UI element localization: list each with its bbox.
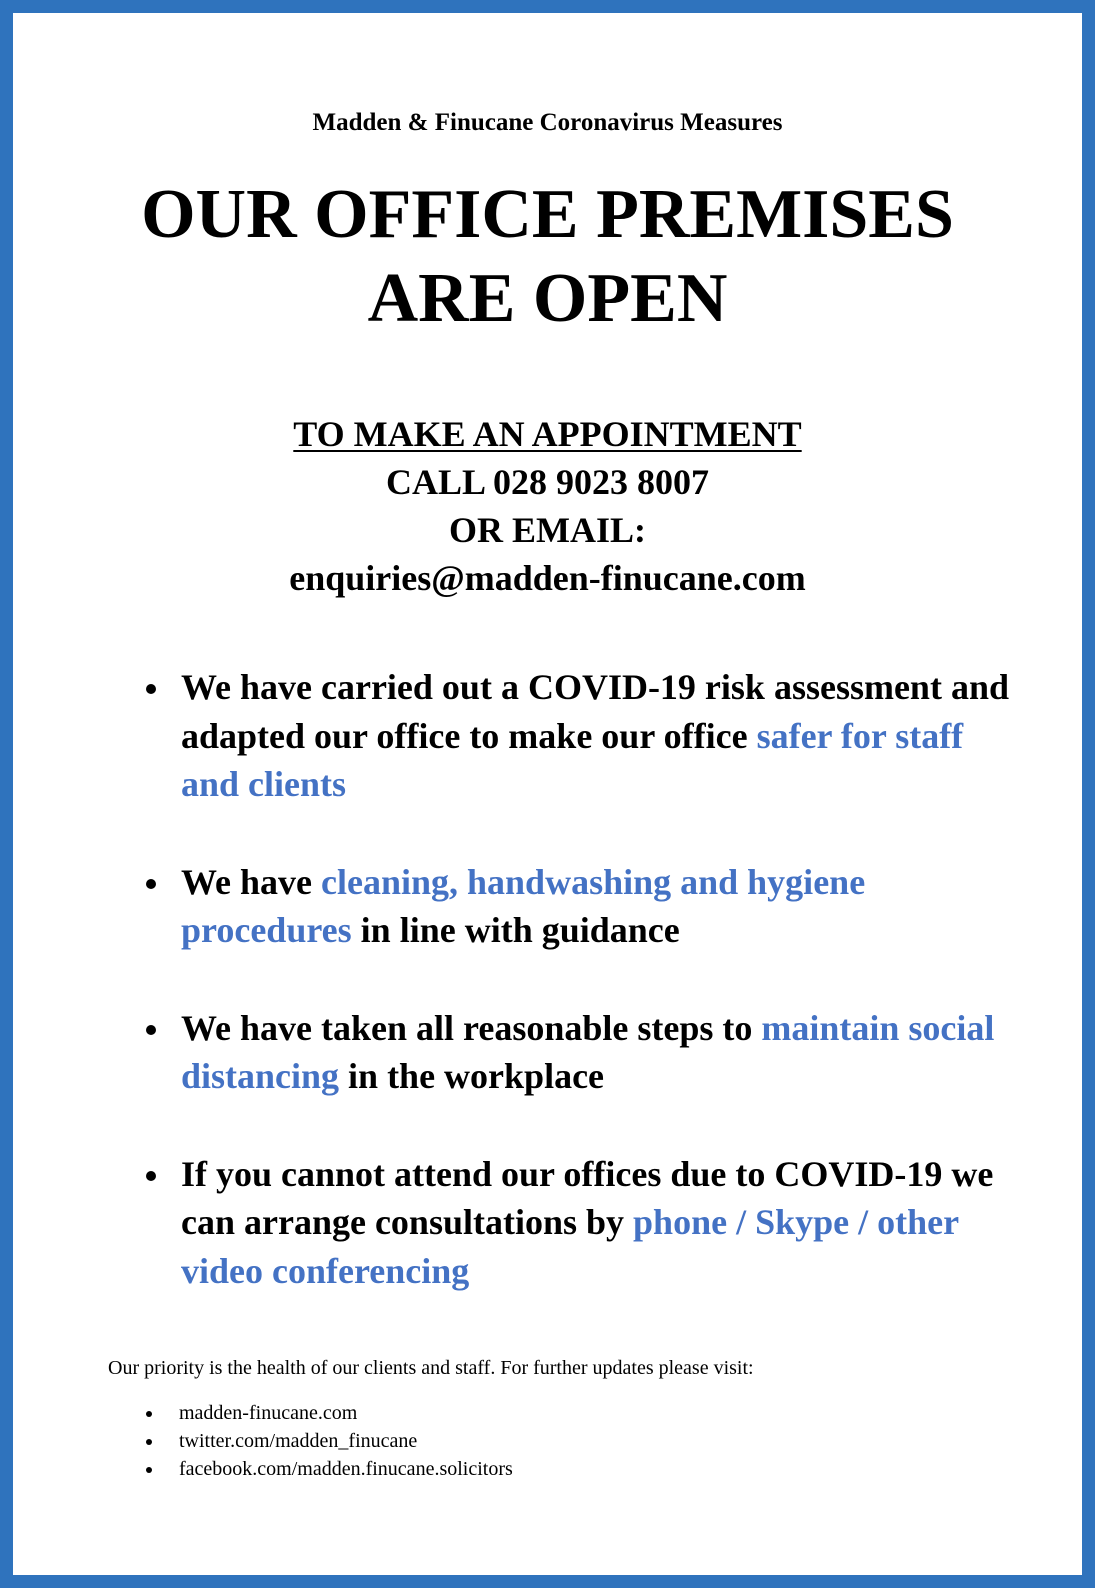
link-twitter[interactable]: twitter.com/madden_finucane: [143, 1427, 513, 1455]
phone-line: CALL 028 9023 8007: [385, 462, 710, 502]
bullet-icon: [146, 1171, 156, 1181]
measures-list: [143, 663, 1023, 1344]
headline-line-2: ARE OPEN: [367, 260, 728, 337]
or-email-line: OR EMAIL:: [449, 510, 646, 550]
measure-item: We have taken all reasonable steps to maintain social distancing in the workplace: [143, 1004, 1023, 1101]
link-facebook[interactable]: facebook.com/madden.finucane.solicitors: [143, 1455, 513, 1483]
appointment-block: [13, 410, 1082, 602]
highlight-text: safer for staff and clients: [181, 715, 964, 804]
email-address: enquiries@madden-finucane.com: [289, 558, 806, 598]
bullet-icon: [146, 684, 156, 694]
appointment-heading: TO MAKE AN APPOINTMENT: [293, 414, 802, 454]
highlight-text: phone / Skype / other video conferencing: [181, 1202, 959, 1291]
page-title: [13, 173, 1082, 341]
link-website[interactable]: madden-finucane.com: [143, 1399, 513, 1427]
highlight-text: maintain social distancing: [181, 1007, 995, 1096]
highlight-text: cleaning, handwashing and hygiene procedures: [181, 861, 866, 950]
bullet-icon: [146, 1467, 152, 1473]
bullet-icon: [146, 1025, 156, 1035]
bullet-icon: [146, 1439, 152, 1445]
headline-line-1: OUR OFFICE PREMISES: [141, 176, 954, 253]
bullet-icon: [146, 879, 156, 889]
measure-item: If you cannot attend our offices due to COVID-19 we can arrange consultations by phone / Skype / other video conferencing: [143, 1150, 1023, 1296]
updates-links: [143, 1399, 513, 1483]
bullet-icon: [146, 1411, 152, 1417]
measure-item: We have carried out a COVID-19 risk assessment and adapted our office to make our office safer for staff and clients: [143, 663, 1023, 809]
kicker-title: Madden & Finucane Coronavirus Measures: [312, 109, 783, 136]
measure-item: We have cleaning, handwashing and hygiene procedures in line with guidance: [143, 858, 1023, 955]
footer-text: Our priority is the health of our clients and staff. For further updates please visit:: [108, 1357, 754, 1379]
